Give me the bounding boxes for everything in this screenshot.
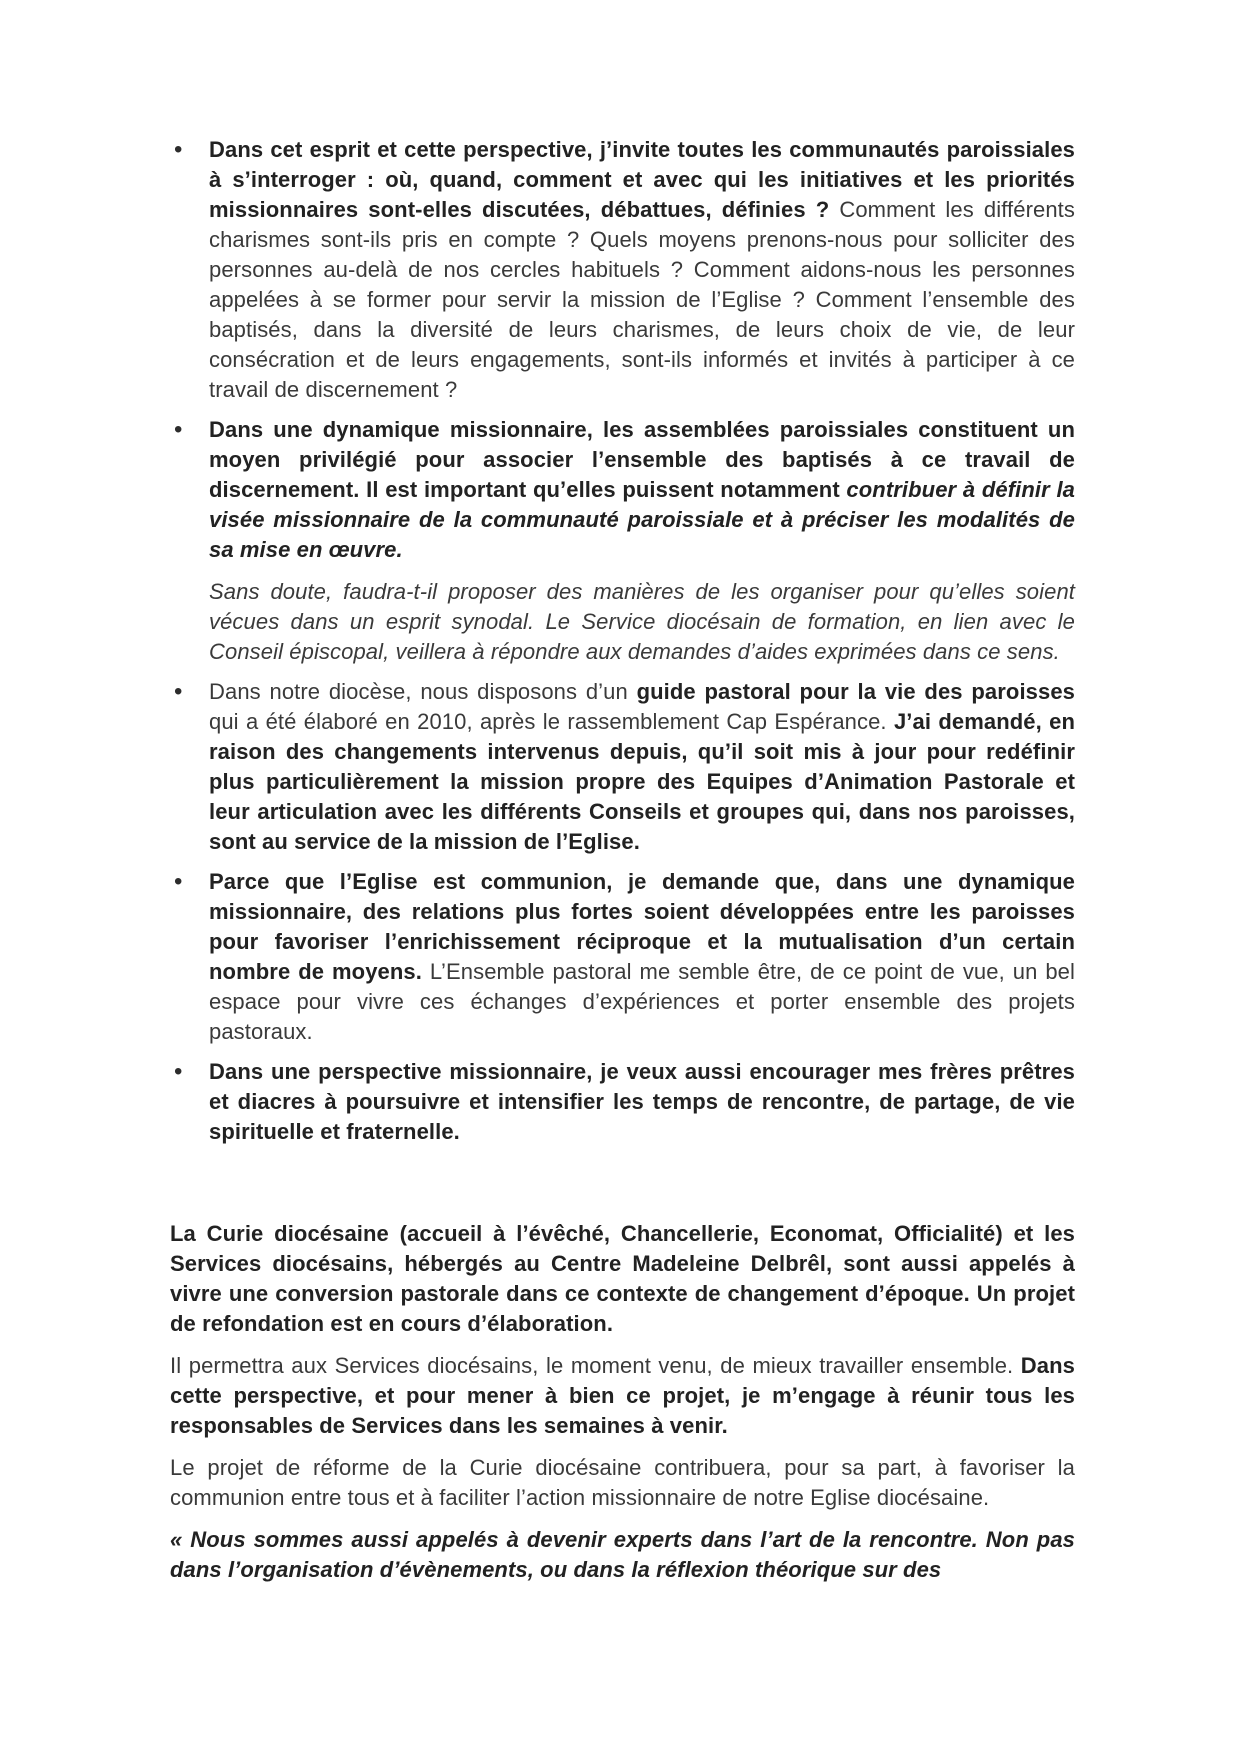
list-item-text: Parce que l’Eglise est communion, je demande que, dans une dynamique missionnaire, des relations plus fortes soient développées entre les paroisses pour favoriser l’enrichissement réciproque et la mutualisation d’un certain nombre de moyens. L’Ensemble pastoral me semble être, de ce point de vue, un bel espace pour vivre ces échanges d’expériences et porter ensemble des projets pastoraux. (209, 869, 1076, 1044)
list-item (170, 867, 1075, 1047)
curie-paragraph: La Curie diocésaine (accueil à l’évêché, Chancellerie, Economat, Officialité) et les Services diocésains, hébergés au Centre Madeleine Delbrêl, sont aussi appelés à vivre une conversion pastorale dans ce contexte de changement d’époque. Un projet de refondation est en cours d’élaboration. (170, 1221, 1075, 1336)
bullet-icon: • (174, 678, 183, 705)
reforme-paragraph: Le projet de réforme de la Curie diocésaine contribuera, pour sa part, à favoriser la communion entre tous et à faciliter l’action missionnaire de notre Eglise diocésaine. (170, 1455, 1075, 1510)
bullet-list (170, 135, 1075, 1157)
list-item (170, 415, 1075, 667)
list-item-text: Dans notre diocèse, nous disposons d’un guide pastoral pour la vie des paroisses qui a été élaboré en 2010, après le rassemblement Cap Espérance. J’ai demandé, en raison des changements intervenus depuis, qu’il soit mis à jour pour redéfinir plus particulièrement la mission propre des Equipes d’Animation Pastorale et leur articulation avec les différents Conseils et groupes qui, dans nos paroisses, sont au service de la mission de l’Eglise. (209, 679, 1075, 854)
bullet-icon: • (174, 868, 183, 895)
bullet-icon: • (174, 1058, 183, 1085)
bullet-icon: • (174, 416, 183, 443)
list-item (170, 135, 1075, 405)
bullet-icon: • (174, 136, 183, 163)
list-item (170, 1057, 1075, 1147)
body-paragraphs (170, 1219, 1075, 1597)
list-item-subparagraph: Sans doute, faudra-t-il proposer des manières de les organiser pour qu’elles soient vécues dans un esprit synodal. Le Service diocésain de formation, en lien avec le Conseil épiscopal, veillera à répondre aux demandes d’aides exprimées dans ce sens. (209, 579, 1075, 664)
list-item-text: Dans une dynamique missionnaire, les assemblées paroissiales constituent un moyen privilégié pour associer l’ensemble des baptisés à ce travail de discernement. Il est important qu’elles puissent notamment contribuer à définir la visée missionnaire de la communauté paroissiale et à préciser les modalités de sa mise en œuvre. (209, 417, 1075, 562)
list-item-text: Dans cet esprit et cette perspective, j’invite toutes les communautés paroissiales à s’interroger : où, quand, comment et avec qui les initiatives et les priorités missionnaires sont-elles discutées, débattues, définies ? Comment les différents charismes sont-ils pris en compte ? Quels moyens prenons-nous pour solliciter des personnes au-delà de nos cercles habituels ? Comment aidons-nous les personnes appelées à se former pour servir la mission de l’Eglise ? Comment l’ensemble des baptisés, dans la diversité de leurs charismes, de leurs choix de vie, de leur consécration et de leurs engagements, sont-ils informés et invités à participer à ce travail de discernement ? (209, 137, 1075, 402)
list-item-text: Dans une perspective missionnaire, je veux aussi encourager mes frères prêtres et diacres à poursuivre et intensifier les temps de rencontre, de partage, de vie spirituelle et fraternelle. (209, 1059, 1075, 1144)
services-paragraph: Il permettra aux Services diocésains, le moment venu, de mieux travailler ensemble. Dans cette perspective, et pour mener à bien ce projet, je m’engage à réunir tous les responsables de Services dans les semaines à venir. (170, 1353, 1075, 1438)
quote-paragraph: « Nous sommes aussi appelés à devenir experts dans l’art de la rencontre. Non pas dans l’organisation d’évènements, ou dans la réflexion théorique sur des (170, 1527, 1075, 1582)
list-item (170, 677, 1075, 857)
